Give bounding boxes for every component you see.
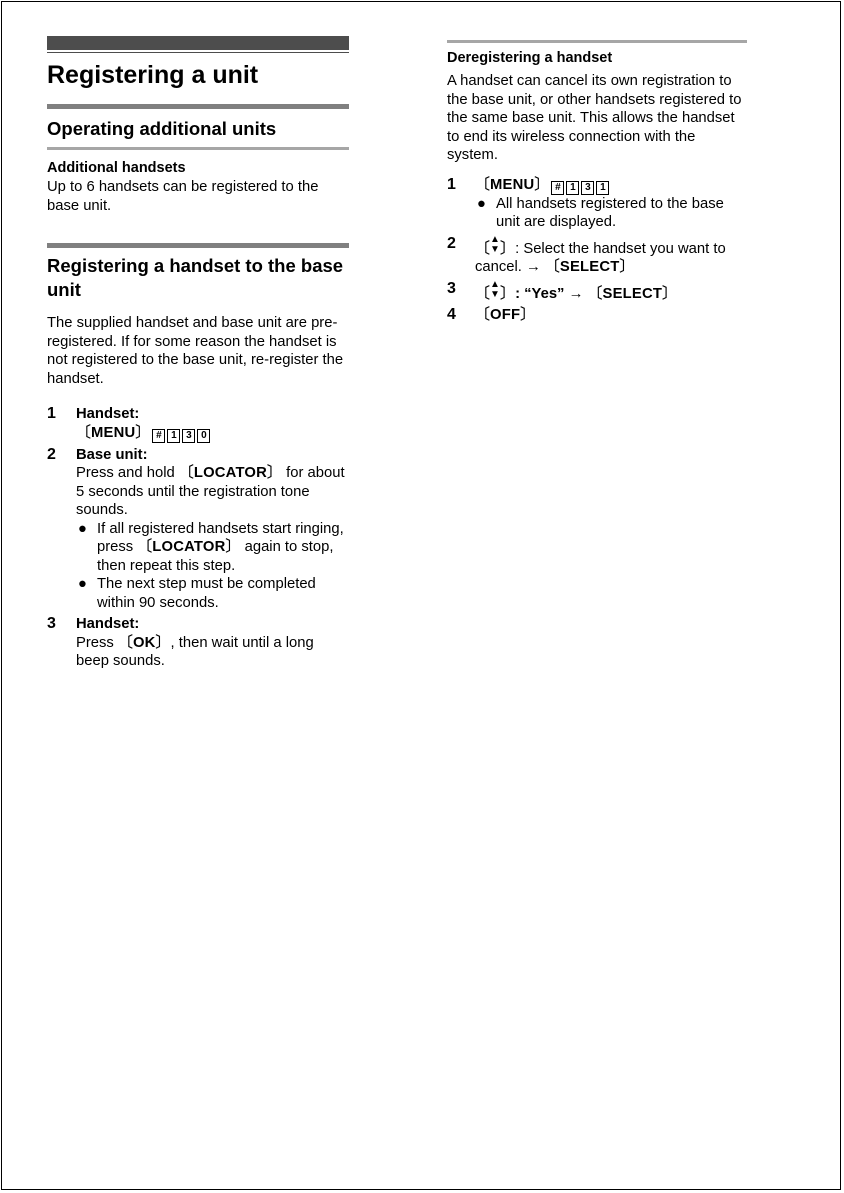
ok-key: 〔OK〕: [117, 634, 171, 651]
right-column: [447, 40, 747, 325]
title-bar-underline: [47, 52, 349, 53]
additional-handsets-text: Up to 6 handsets can be registered to the base unit.: [47, 179, 319, 214]
bullet-item: ● The next step must be completed within 90 seconds.: [78, 576, 316, 611]
registering-intro-text: The supplied handset and base unit are pre-registered. If for some reason the handset is not registered to the base unit, re-register the handset.: [47, 315, 344, 387]
up-down-navigator-icon: 〔▲ ▼〕: [475, 233, 516, 257]
key-box-3: 3: [182, 429, 195, 443]
left-column: [47, 36, 349, 671]
step-text: 〔▲ ▼〕: Select the handset you want to cancel. → 〔SELECT〕: [475, 233, 726, 275]
off-key: 〔OFF〕: [475, 307, 536, 323]
section-divider: [47, 243, 349, 248]
select-key: 〔SELECT〕: [544, 259, 635, 275]
key-box-hash: #: [551, 181, 564, 195]
step-2: [47, 446, 349, 613]
step-label: Handset:: [76, 406, 140, 423]
subheading-deregistering: Deregistering a handset: [447, 50, 613, 66]
step-number: 2: [47, 445, 56, 463]
step-2: [447, 235, 747, 277]
subsection-divider: [447, 40, 747, 43]
key-box-3: 3: [581, 181, 594, 195]
step-1: [447, 176, 747, 232]
step-text: Press and hold 〔LOCATOR〕 for about 5 seconds until the registration tone sounds.: [76, 465, 345, 519]
step-4: [447, 306, 747, 325]
page-title: Registering a unit: [47, 61, 259, 89]
menu-key: 〔MENU〕: [76, 424, 151, 441]
section-heading-additional-units: Operating additional units: [47, 118, 277, 139]
bullet-icon: ●: [477, 195, 486, 212]
subsection-divider: [47, 147, 349, 150]
step-text: 〔▲ ▼〕: “Yes” → 〔SELECT〕: [475, 278, 678, 302]
section-heading-registering-handset: Registering a handset to the base unit: [47, 255, 344, 300]
key-box-1b: 1: [596, 181, 609, 195]
bullet-item: ● All handsets registered to the base unit are displayed.: [477, 195, 724, 230]
right-arrow-icon: →: [526, 259, 541, 275]
key-box-hash: #: [152, 429, 165, 443]
step-number: 2: [447, 234, 456, 252]
step-number: 1: [447, 175, 456, 193]
deregistering-intro-text: A handset can cancel its own registration to the base unit, or other handsets registered to the same base unit. This allows the handset to end its wireless connection with the system.: [447, 73, 742, 163]
title-bar: [47, 36, 349, 50]
menu-key: 〔MENU〕: [475, 176, 550, 193]
step-number: 3: [447, 279, 456, 297]
locator-key: 〔LOCATOR〕: [137, 539, 241, 556]
select-key: 〔SELECT〕: [587, 285, 678, 302]
step-label: Handset:: [76, 616, 140, 633]
step-3: [447, 280, 747, 304]
right-arrow-icon: →: [568, 285, 584, 302]
bullet-icon: ●: [78, 576, 87, 593]
step-3: [47, 615, 349, 671]
step-text: Press 〔OK〕, then wait until a long beep sounds.: [76, 634, 314, 670]
key-box-1: 1: [167, 429, 180, 443]
subheading-additional-handsets: Additional handsets: [47, 160, 186, 177]
key-box-0: 0: [197, 429, 210, 443]
step-label: Base unit:: [76, 446, 148, 463]
locator-key: 〔LOCATOR〕: [178, 465, 283, 482]
bullet-item: ● If all registered handsets start ringing, press 〔LOCATOR〕 again to stop, then repeat this step.: [78, 520, 344, 574]
section-divider: [47, 104, 349, 109]
step-number: 4: [447, 306, 456, 323]
bullet-icon: ●: [78, 520, 87, 537]
step-number: 1: [47, 405, 56, 423]
key-box-1: 1: [566, 181, 579, 195]
step-number: 3: [47, 615, 56, 633]
step-1: [47, 405, 349, 443]
up-down-navigator-icon: 〔▲ ▼〕: [475, 278, 516, 302]
